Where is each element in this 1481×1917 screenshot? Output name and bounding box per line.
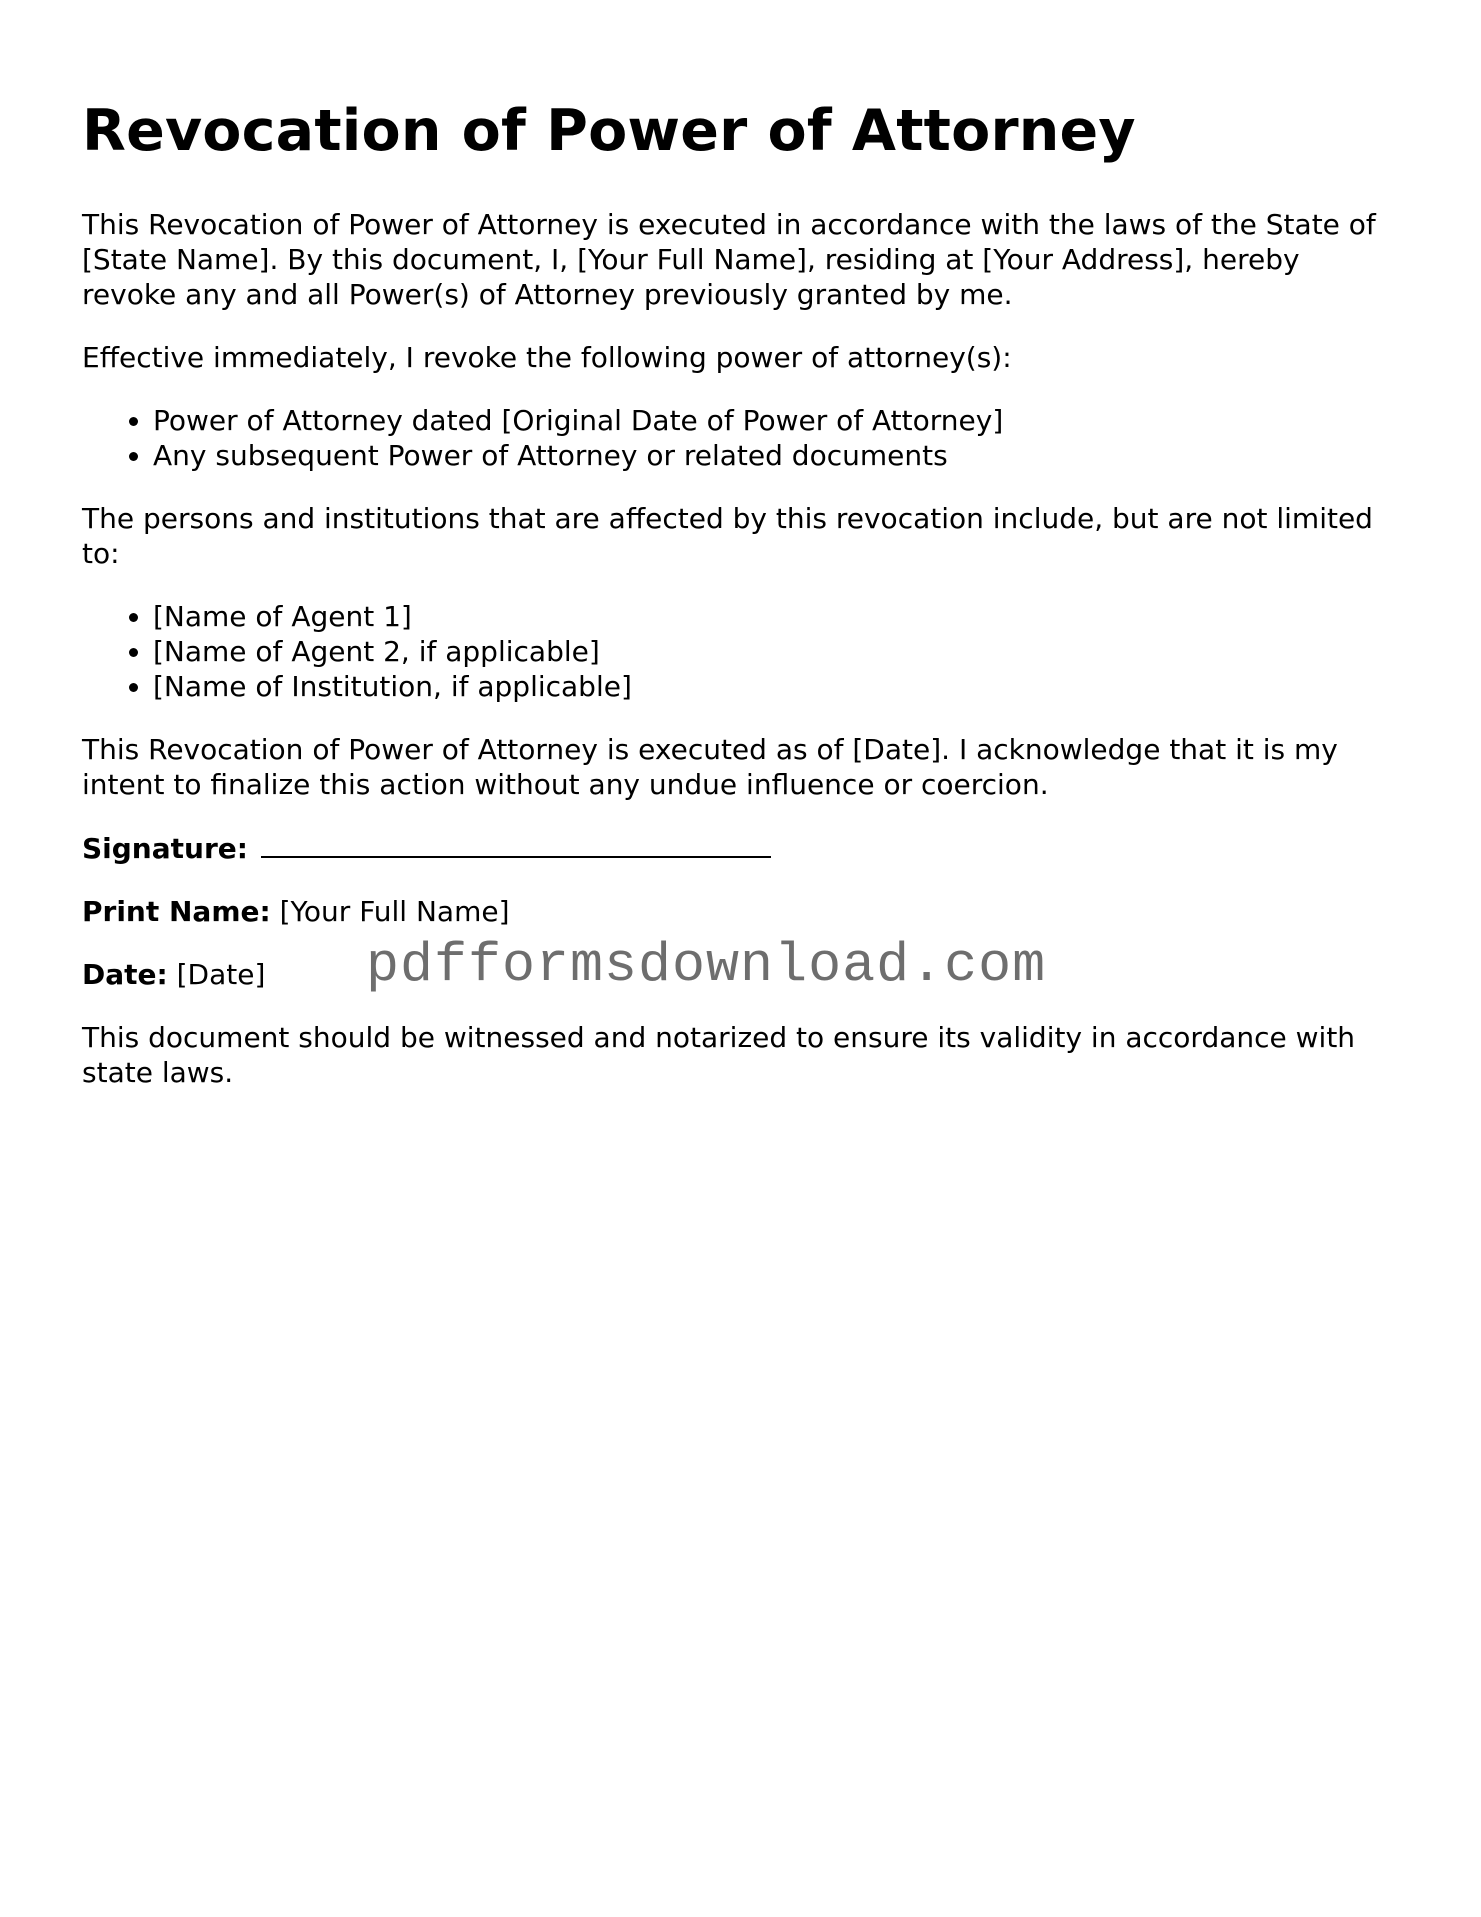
list-item: • [Name of Agent 2, if applicable] xyxy=(153,634,1399,669)
list-item: • [Name of Institution, if applicable] xyxy=(153,669,1399,704)
print-name-label: Print Name: xyxy=(82,894,271,928)
affected-list xyxy=(82,599,1399,704)
list-item: • Any subsequent Power of Attorney or related documents xyxy=(153,438,1399,473)
revoked-list xyxy=(82,403,1399,473)
intro-paragraph: This Revocation of Power of Attorney is executed in accordance with the laws of the State of [State Name]. By this document, I, [Your Full Name], residing at [Your Address], hereby revoke any and all Power(s) of Attorney previously granted by me. xyxy=(82,207,1376,311)
document-title: Revocation of Power of Attorney xyxy=(82,98,1136,164)
print-name-row xyxy=(82,894,1399,929)
signature-row xyxy=(82,830,1399,866)
affected-statement: The persons and institutions that are affected by this revocation include, but are not limited to: xyxy=(82,501,1373,570)
signature-line xyxy=(261,830,771,858)
print-name-value: [Your Full Name] xyxy=(279,894,510,928)
date-label: Date: xyxy=(82,957,168,991)
watermark-text: pdfformsdownload.com xyxy=(366,934,1047,997)
effective-statement: Effective immediately, I revoke the following power of attorney(s): xyxy=(82,340,1012,374)
date-value: [Date] xyxy=(176,957,266,991)
list-item: • [Name of Agent 1] xyxy=(153,599,1399,634)
signature-label: Signature: xyxy=(82,831,248,865)
closing-note: This document should be witnessed and notarized to ensure its validity in accordance with state laws. xyxy=(82,1020,1356,1089)
execution-statement: This Revocation of Power of Attorney is executed as of [Date]. I acknowledge that it is my intent to finalize this action without any undue influence or coercion. xyxy=(82,732,1338,801)
list-item: • Power of Attorney dated [Original Date of Power of Attorney] xyxy=(153,403,1399,438)
